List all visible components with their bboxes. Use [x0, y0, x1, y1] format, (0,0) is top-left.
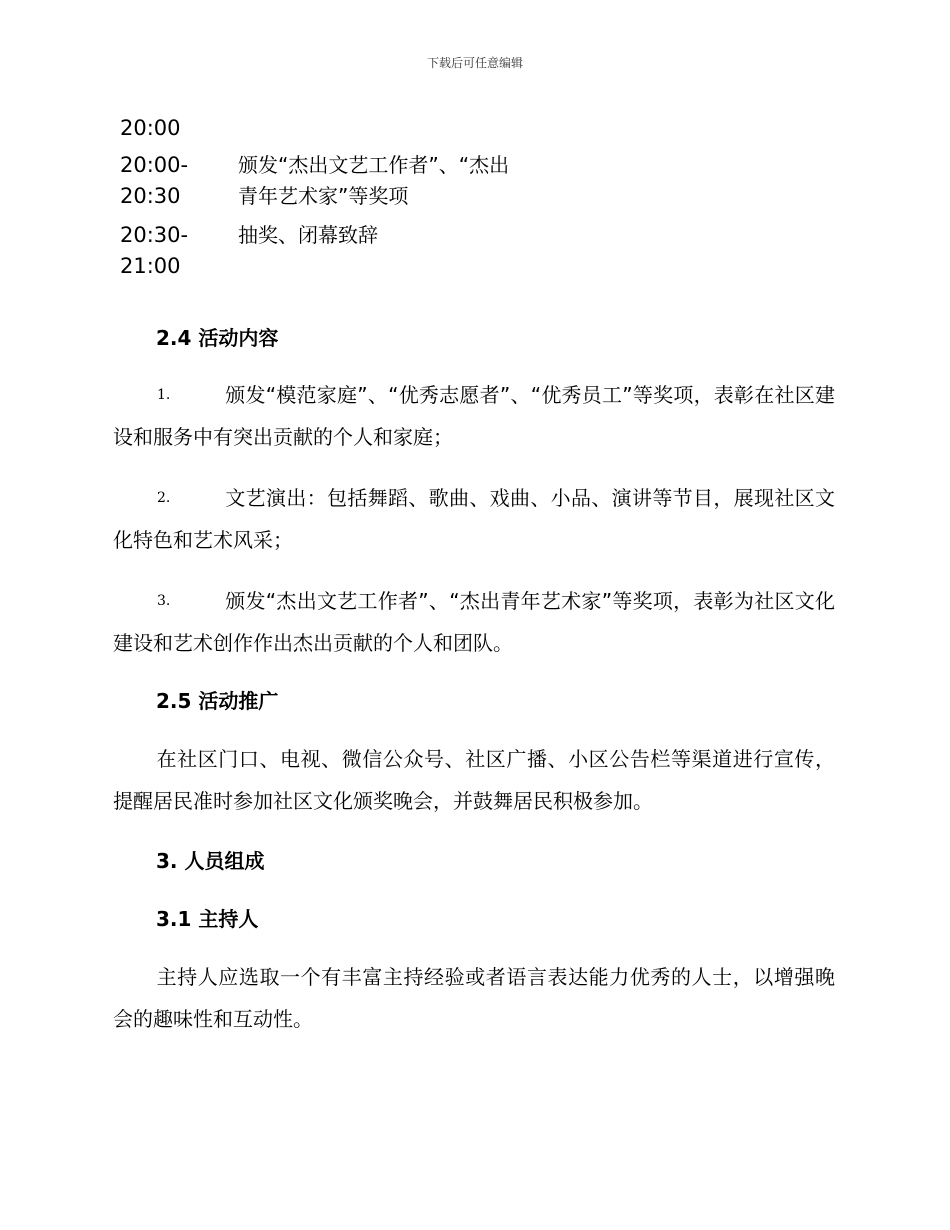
paragraph	[113, 956, 835, 1040]
schedule-row	[120, 220, 538, 282]
schedule-event: 颁发“杰出文艺工作者”、“杰出青年艺术家”等奖项	[238, 153, 510, 208]
schedule-time: 20:30- 21:00	[120, 223, 189, 278]
list-item	[113, 374, 835, 458]
list-item-text: 颁发“模范家庭”、“优秀志愿者”、“优秀员工”等奖项，表彰在社区建设和服务中有突出贡献的个人和家庭；	[113, 383, 835, 449]
list-number: 3.	[157, 593, 171, 609]
section-heading: 2.5 活动推广	[156, 689, 279, 713]
list-item-text: 文艺演出：包括舞蹈、歌曲、戏曲、小品、演讲等节目，展现社区文化特色和艺术风采；	[113, 486, 835, 552]
section-heading: 2.4 活动内容	[156, 326, 279, 350]
section-heading: 3. 人员组成	[156, 849, 265, 873]
schedule-row	[120, 150, 538, 212]
schedule-row	[120, 113, 538, 144]
list-number: 1.	[157, 387, 171, 403]
schedule-time: 20:00- 20:30	[120, 153, 189, 208]
schedule-table	[120, 113, 538, 290]
paragraph	[113, 738, 835, 822]
section-heading: 3.1 主持人	[156, 907, 259, 931]
page-header: 下载后可任意编辑	[426, 56, 523, 70]
list-item	[113, 580, 835, 664]
list-item-text: 颁发“杰出文艺工作者”、“杰出青年艺术家”等奖项，表彰为社区文化建设和艺术创作作出杰出贡献的个人和团队。	[113, 589, 835, 655]
paragraph-text: 主持人应选取一个有丰富主持经验或者语言表达能力优秀的人士，以增强晚会的趣味性和互动性。	[113, 965, 835, 1031]
list-item	[113, 477, 835, 561]
schedule-event: 抽奖、闭幕致辞	[238, 223, 378, 247]
list-number: 2.	[157, 490, 171, 506]
paragraph-text: 在社区门口、电视、微信公众号、社区广播、小区公告栏等渠道进行宣传，提醒居民准时参加社区文化颁奖晚会，并鼓舞居民积极参加。	[113, 747, 835, 813]
schedule-time: 20:00	[120, 116, 181, 140]
